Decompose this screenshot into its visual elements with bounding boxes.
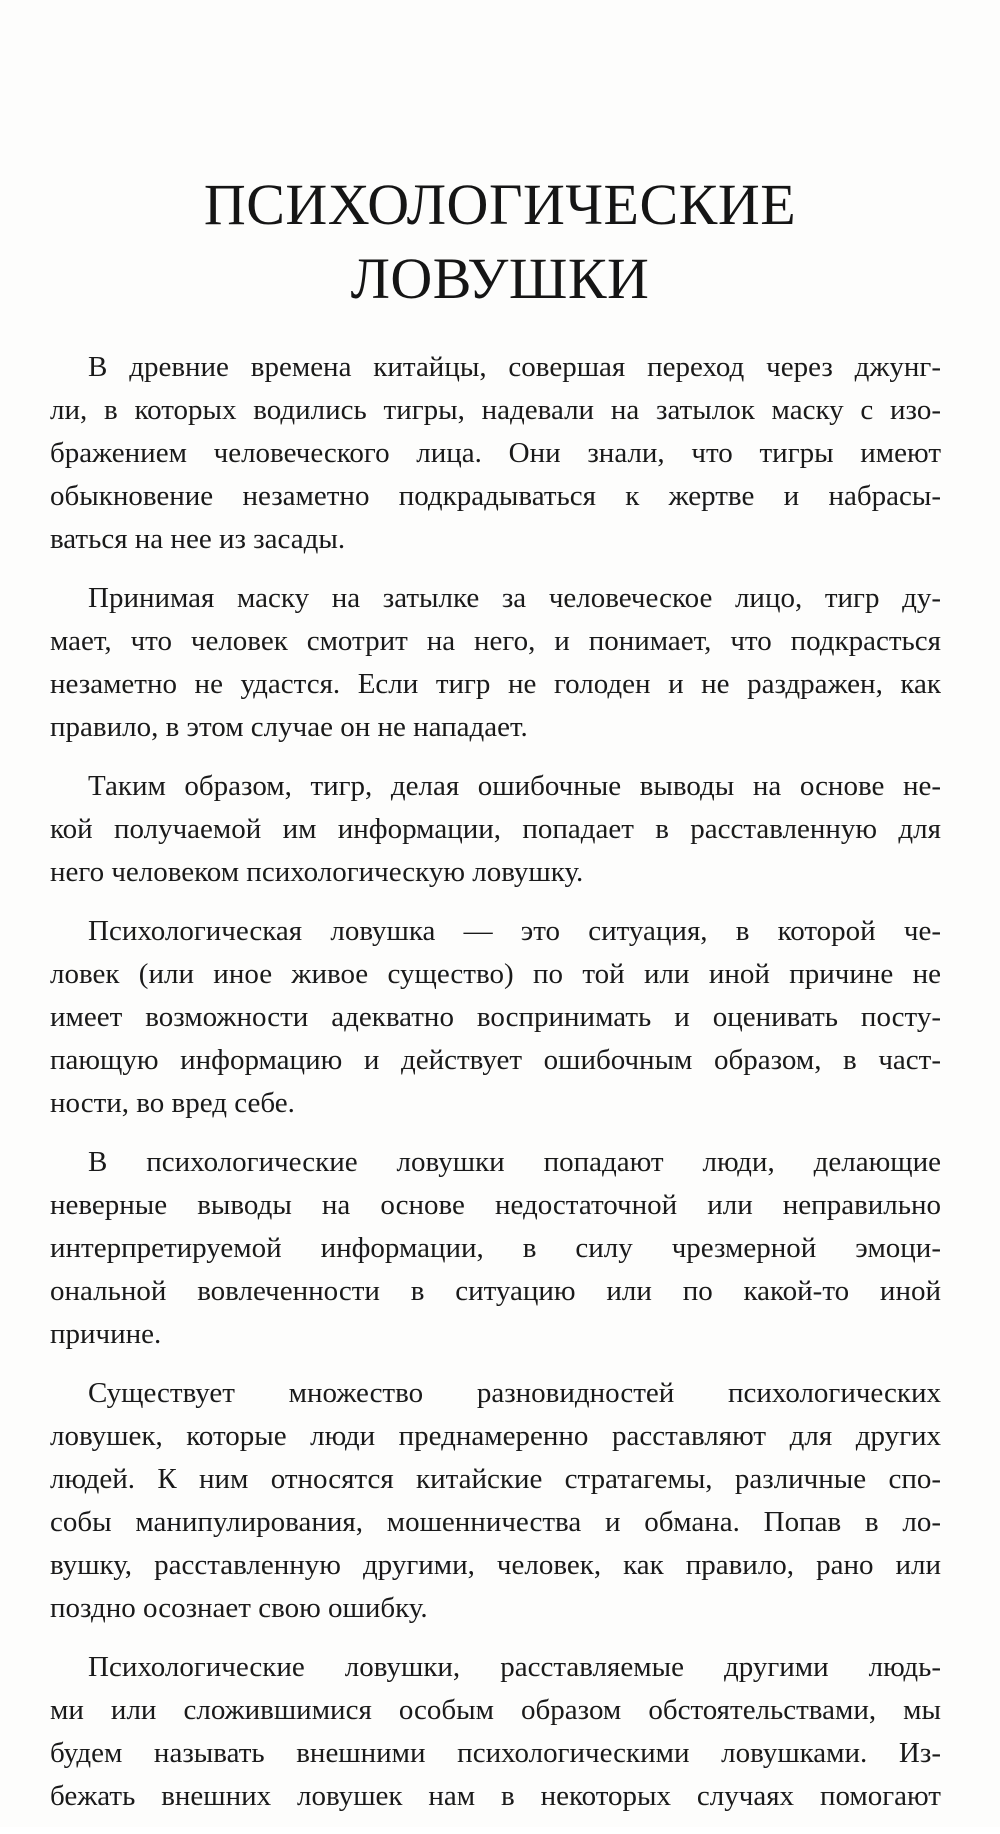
paragraph: [50, 1141, 941, 1356]
text-line: Психологические ловушки, расставляемые другими людь-: [88, 1651, 941, 1683]
text-line: ональной вовлеченности в ситуацию или по какой-то иной: [50, 1275, 941, 1307]
text-line: причине.: [50, 1318, 162, 1350]
text-line: людей. К ним относятся китайские стратагемы, различные спо-: [50, 1463, 941, 1495]
paragraph: [50, 910, 941, 1125]
text-line: незаметно не удастся. Если тигр не голоден и не раздражен, как: [50, 668, 941, 700]
text-line: правило, в этом случае он не нападает.: [50, 711, 528, 743]
chapter-title-line-2: ЛОВУШКИ: [350, 246, 650, 311]
chapter-title: [0, 168, 1000, 316]
text-line: бежать внешних ловушек нам в некоторых случаях помогают: [50, 1780, 941, 1812]
text-line: Таким образом, тигр, делая ошибочные выводы на основе не-: [88, 770, 941, 802]
text-line: Психологическая ловушка — это ситуация, в которой че-: [88, 915, 941, 947]
text-line: В психологические ловушки попадают люди, делающие: [88, 1146, 941, 1178]
text-line: неверные выводы на основе недостаточной или неправильно: [50, 1189, 941, 1221]
text-line: пающую информацию и действует ошибочным образом, в част-: [50, 1044, 941, 1076]
text-line: ловек (или иное живое существо) по той или иной причине не: [50, 958, 941, 990]
text-line: обыкновение незаметно подкрадываться к жертве и набрасы-: [50, 480, 941, 512]
text-line: Принимая маску на затылке за человеческое лицо, тигр ду-: [88, 582, 941, 614]
text-line: ности, во вред себе.: [50, 1087, 295, 1119]
paragraph: [50, 765, 941, 894]
chapter-title-line-1: ПСИХОЛОГИЧЕСКИЕ: [203, 172, 797, 237]
text-line: него человеком психологическую ловушку.: [50, 856, 584, 888]
text-line: будем называть внешними психологическими ловушками. Из-: [50, 1737, 941, 1769]
text-line: мает, что человек смотрит на него, и понимает, что подкрасться: [50, 625, 941, 657]
body-text: [50, 346, 941, 1834]
text-line: имеет возможности адекватно воспринимать и оценивать посту-: [50, 1001, 941, 1033]
paragraph: [50, 1646, 941, 1818]
text-line: интерпретируемой информации, в силу чрезмерной эмоци-: [50, 1232, 941, 1264]
text-line: ваться на нее из засады.: [50, 523, 346, 555]
paragraph: [50, 346, 941, 561]
paragraph: [50, 1372, 941, 1630]
text-line: бражением человеческого лица. Они знали, что тигры имеют: [50, 437, 941, 469]
paragraph: [50, 577, 941, 749]
text-line: кой получаемой им информации, попадает в расставленную для: [50, 813, 941, 845]
text-line: вушку, расставленную другими, человек, как правило, рано или: [50, 1549, 941, 1581]
text-line: ли, в которых водились тигры, надевали на затылок маску с изо-: [50, 394, 941, 426]
text-line: поздно осознает свою ошибку.: [50, 1592, 428, 1624]
text-line: В древние времена китайцы, совершая переход через джунг-: [88, 351, 941, 383]
text-line: собы манипулирования, мошенничества и обмана. Попав в ло-: [50, 1506, 941, 1538]
text-line: ми или сложившимися особым образом обстоятельствами, мы: [50, 1694, 941, 1726]
text-line: ловушек, которые люди преднамеренно расставляют для других: [50, 1420, 941, 1452]
text-line: Существует множество разновидностей психологических: [88, 1377, 941, 1409]
